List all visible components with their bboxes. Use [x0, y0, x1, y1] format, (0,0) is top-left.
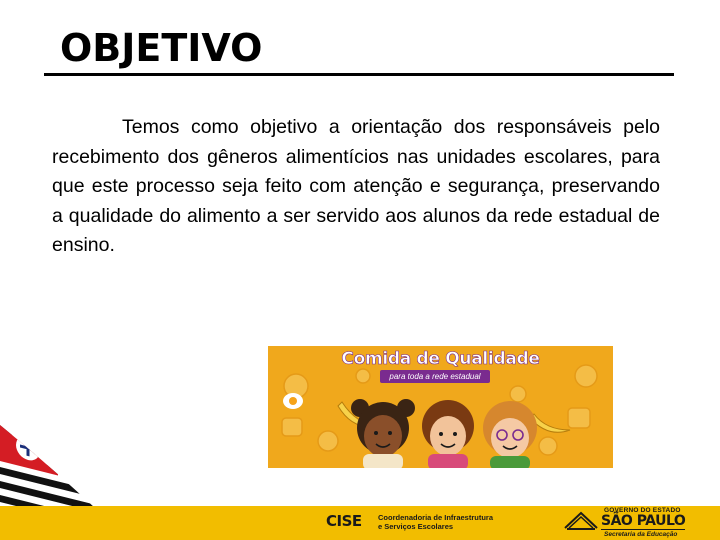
footer-org-name	[378, 513, 528, 531]
footer-org-line2: e Serviços Escolares	[378, 522, 454, 531]
footer-org-line1: Coordenadoria de Infraestrutura	[378, 513, 494, 522]
gov-dept: Secretaria da Educação	[604, 531, 678, 538]
comida-de-qualidade-banner	[268, 346, 613, 468]
objective-paragraph: Temos como objetivo a orientação dos responsáveis pelo recebimento dos gêneros alimentícios nas unidades escolares, para que este processo seja feito com atenção e segurança, preservando a qualidade do alimento a ser servido aos alunos da rede estadual de ensino.	[52, 116, 660, 256]
gov-state: SÃO PAULO	[601, 513, 686, 529]
banner-subtitle: para toda a rede estadual	[380, 370, 490, 383]
gov-line: GOVERNO DO ESTADO	[604, 507, 681, 514]
sao-paulo-government-icon	[563, 510, 599, 532]
banner-title: Comida de Qualidade	[341, 349, 540, 369]
sao-paulo-flag-icon	[0, 425, 140, 515]
slide-title: OBJETIVO	[60, 26, 263, 70]
cise-logo: CISE	[326, 512, 362, 530]
title-underline	[44, 73, 674, 76]
